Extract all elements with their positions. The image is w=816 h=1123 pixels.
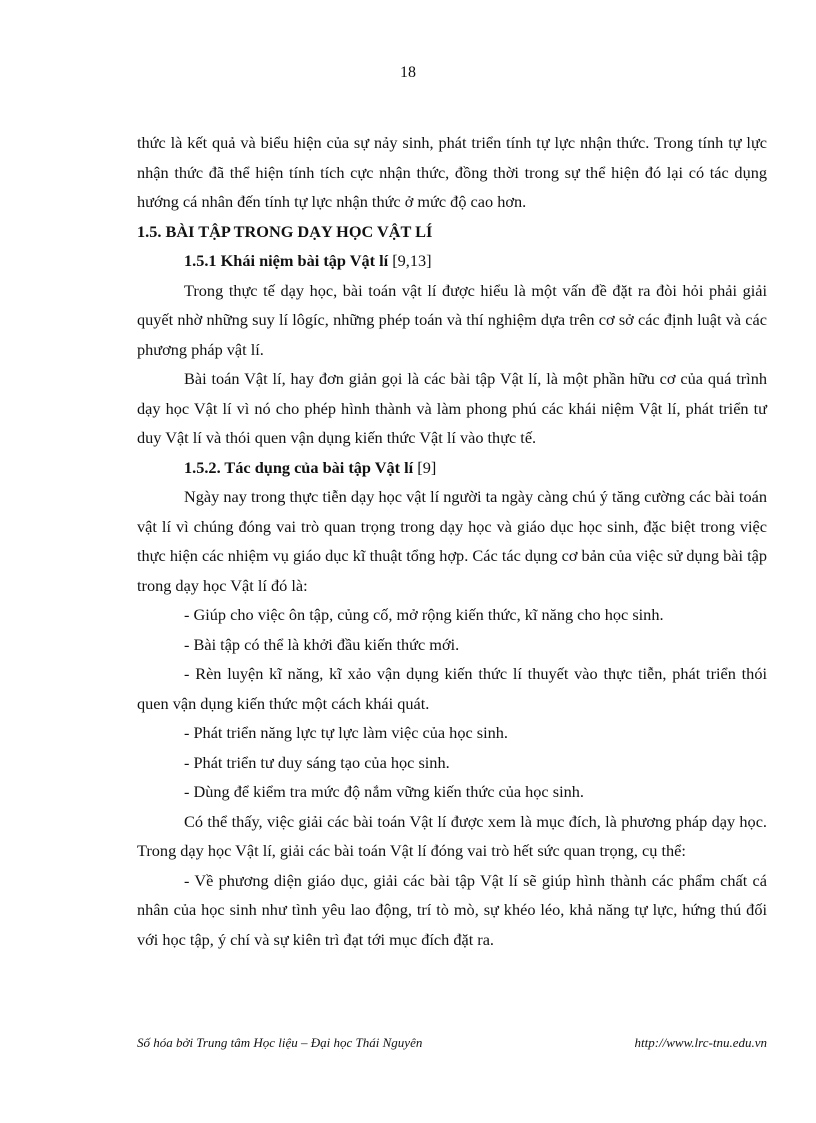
list-item: - Phát triển tư duy sáng tạo của học sinh. <box>184 752 450 772</box>
subsection-heading-1-5-1 <box>137 246 767 276</box>
citation: [9] <box>413 457 437 477</box>
footer-source: Số hóa bởi Trung tâm Học liệu – Đại học Thái Nguyên <box>137 1035 423 1050</box>
subsection-title: 1.5.2. Tác dụng của bài tập Vật lí <box>184 457 414 477</box>
page-content <box>137 128 767 954</box>
paragraph: Trong thực tế dạy học, bài toán vật lí được hiểu là một vấn đề đặt ra đòi hỏi phải giải quyết nhờ những suy lí lôgíc, những phép toán và thí nghiệm dựa trên cơ sở các định luật và các phương pháp vật lí. <box>137 280 767 359</box>
section-heading-1-5: 1.5. BÀI TẬP TRONG DẠY HỌC VẬT LÍ <box>137 221 433 241</box>
paragraph: - Về phương diện giáo dục, giải các bài tập Vật lí sẽ giúp hình thành các phẩm chất cá nhân của học sinh như tình yêu lao động, trí tò mò, sự khéo léo, khả năng tự lực, hứng thú đối với học tập, ý chí và sự kiên trì đạt tới mục đích đặt ra. <box>137 870 767 949</box>
list-item: - Phát triển năng lực tự lực làm việc của học sinh. <box>184 723 508 742</box>
paragraph: Bài toán Vật lí, hay đơn giản gọi là các bài tập Vật lí, là một phần hữu cơ của quá trình dạy học Vật lí vì nó cho phép hình thành và làm phong phú các khái niệm Vật lí, phát triển tư duy Vật lí và thói quen vận dụng kiến thức Vật lí vào thực tế. <box>137 369 767 447</box>
list-item: - Dùng để kiểm tra mức độ nắm vững kiến thức của học sinh. <box>184 782 584 801</box>
subsection-title: 1.5.1 Khái niệm bài tập Vật lí <box>184 251 389 270</box>
footer-url[interactable]: http://www.lrc-tnu.edu.vn <box>634 1035 767 1050</box>
paragraph: Ngày nay trong thực tiễn dạy học vật lí người ta ngày càng chú ý tăng cường các bài toán vật lí vì chúng đóng vai trò quan trọng trong dạy học và giáo dục học sinh, đặc biệt trong việc thực hiện các nhiệm vụ giáo dục kĩ thuật tổng hợp. Các tác dụng cơ bản của việc sử dụng bài tập trong dạy học Vật lí đó là: <box>137 487 767 595</box>
list-item: - Rèn luyện kĩ năng, kĩ xảo vận dụng kiến thức lí thuyết vào thực tiễn, phát triển thói quen vận dụng kiến thức một cách khái quát. <box>137 664 767 713</box>
paragraph: thức là kết quả và biểu hiện của sự nảy sinh, phát triển tính tự lực nhận thức. Trong tính tự lực nhận thức đã thể hiện tính tích cực nhận thức, đồng thời trong sự thể hiện đó lại có tác dụng hướng cá nhân đến tính tự lực nhận thức ở mức độ cao hơn. <box>137 133 767 211</box>
subsection-heading-1-5-2 <box>137 453 767 483</box>
list-item: - Bài tập có thể là khởi đầu kiến thức mới. <box>184 634 460 654</box>
list-item: - Giúp cho việc ôn tập, củng cố, mở rộng kiến thức, kĩ năng cho học sinh. <box>184 605 664 624</box>
citation: [9,13] <box>388 251 432 270</box>
page-number: 18 <box>400 64 416 81</box>
paragraph: Có thể thấy, việc giải các bài toán Vật lí được xem là mục đích, là phương pháp dạy học. Trong dạy học Vật lí, giải các bài toán Vật lí đóng vai trò hết sức quan trọng, cụ thể: <box>137 811 767 860</box>
page-footer <box>137 1035 767 1051</box>
